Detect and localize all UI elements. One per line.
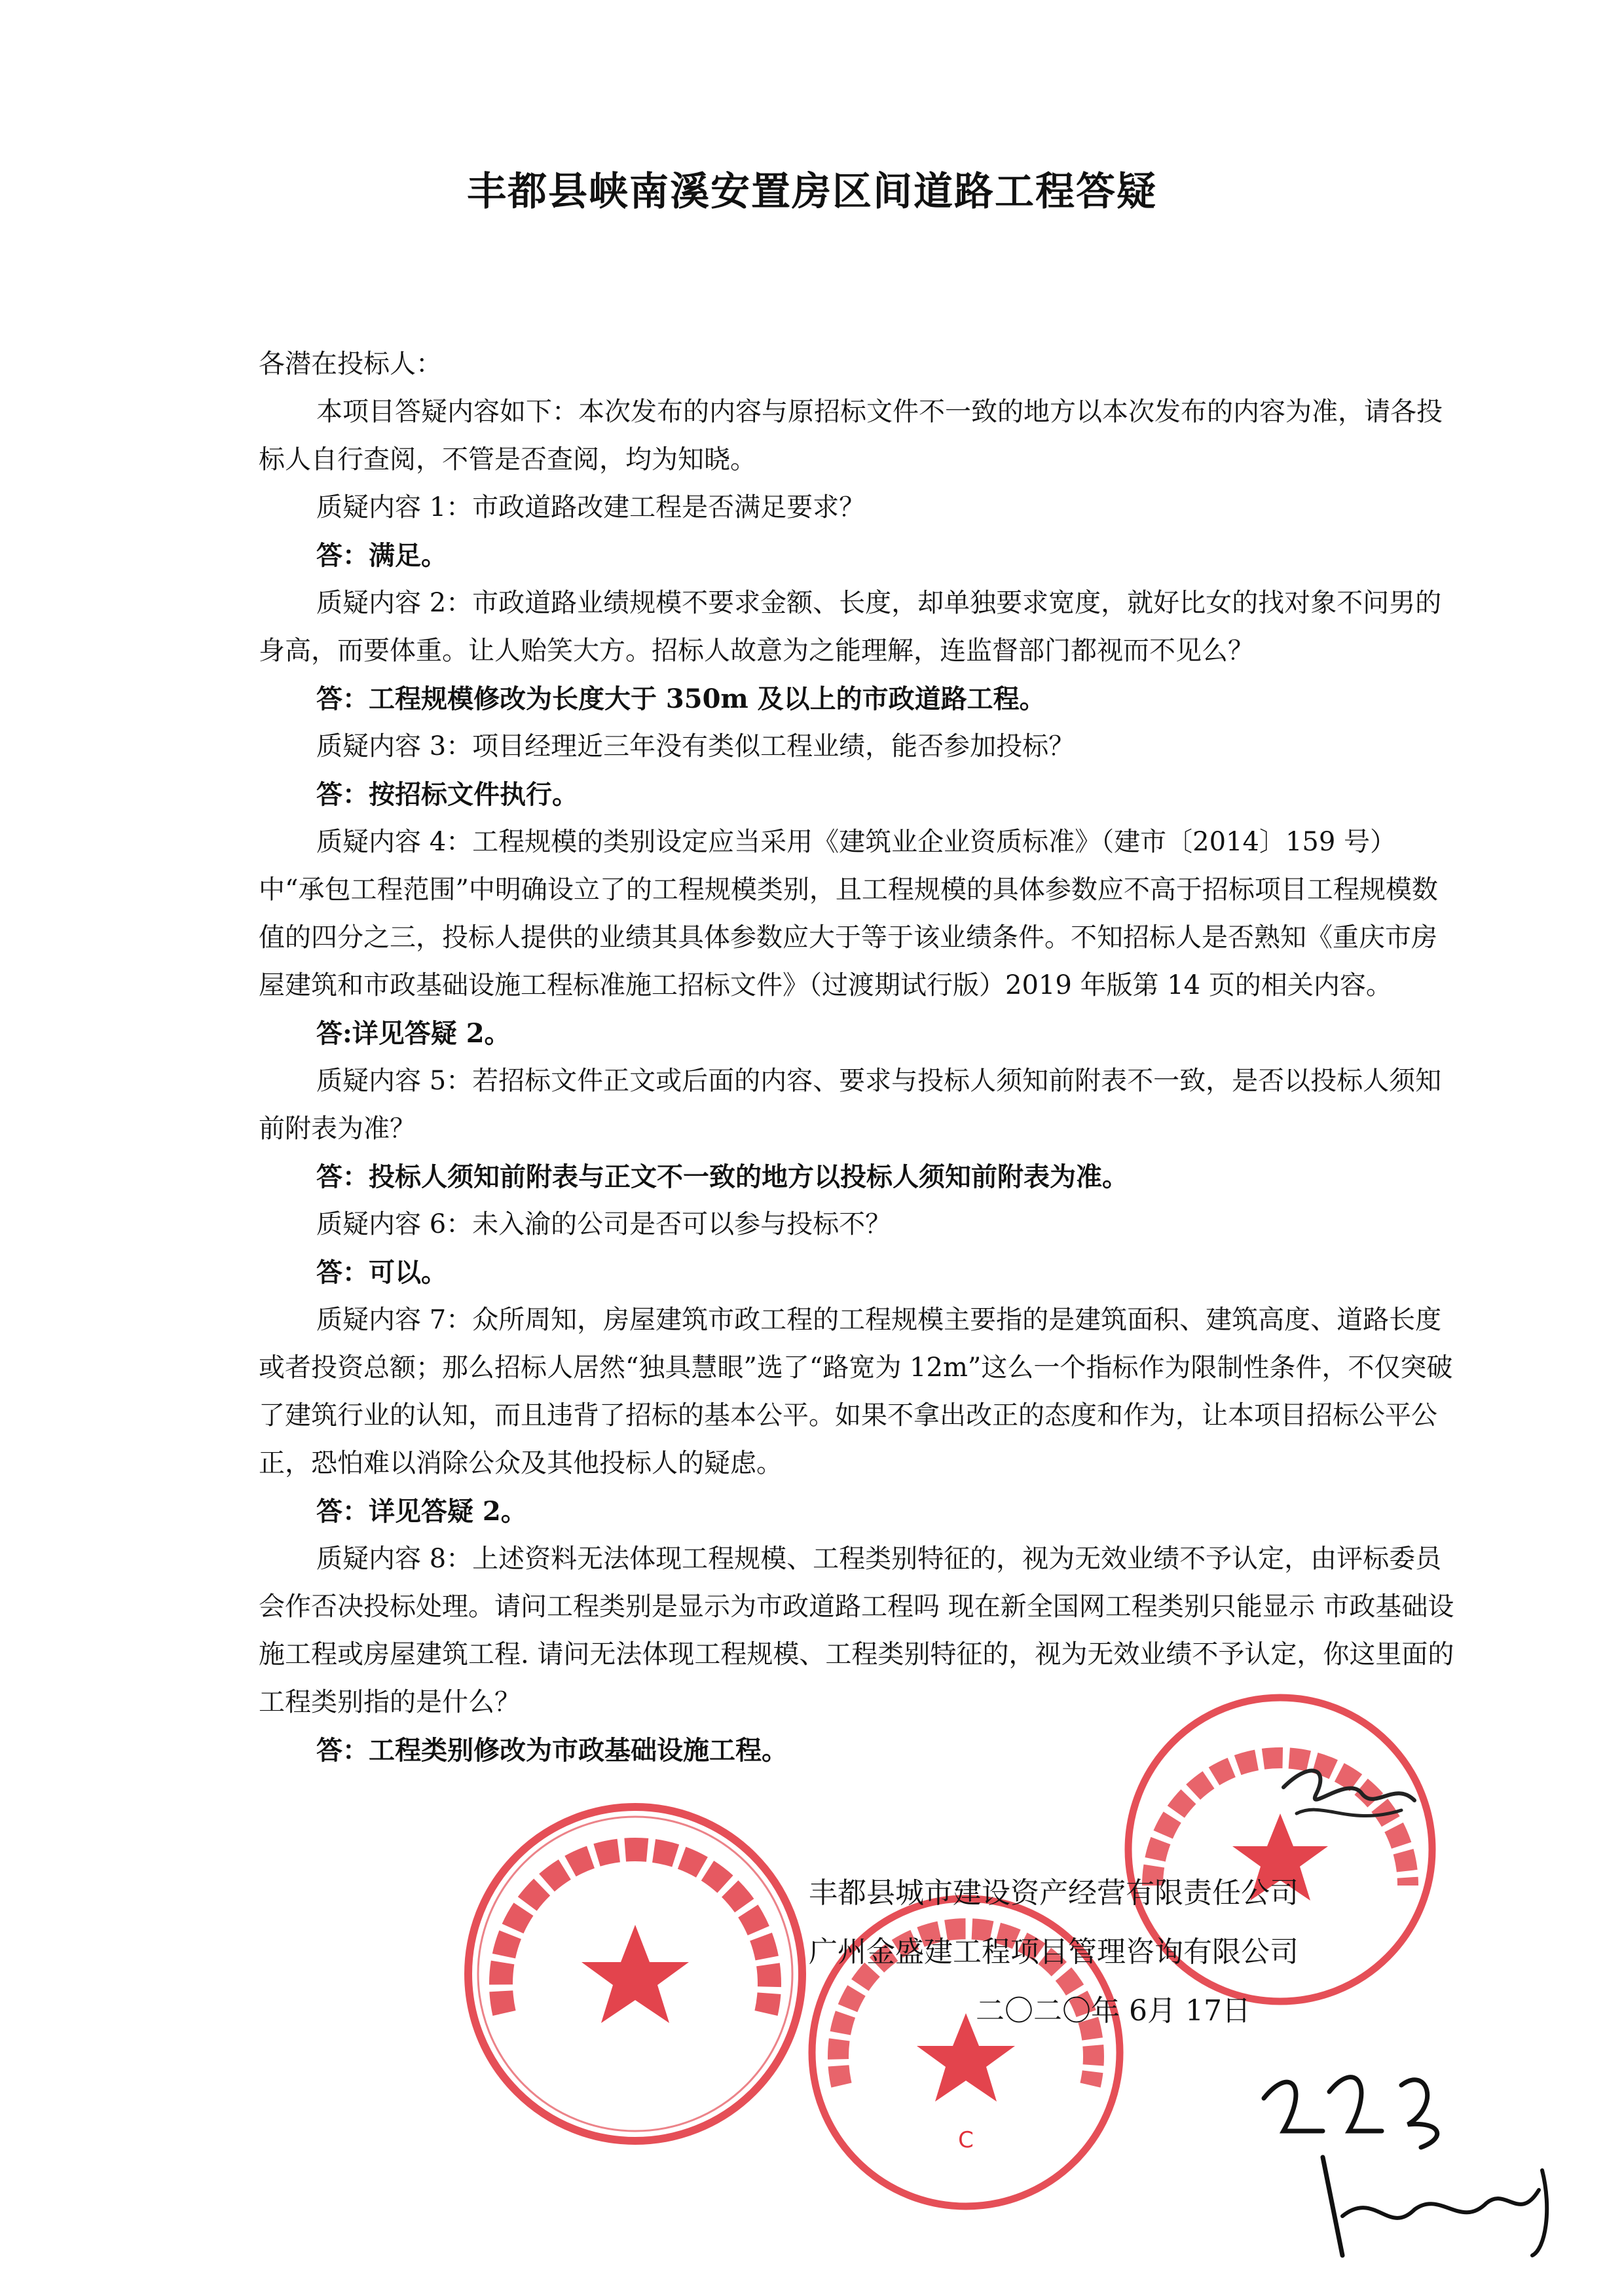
answer-6: 答：可以。 [316,1257,447,1288]
answer-7: 答：详见答疑 2。 [316,1496,527,1527]
handwritten-annotation [1244,2059,1559,2269]
answer-3: 答：按招标文件执行。 [316,779,578,810]
answer-4: 答:详见答疑 2。 [316,1018,511,1049]
signature-date: 二〇二〇年 6月 17日 [976,1994,1251,2028]
question-1: 质疑内容 1：市政道路改建工程是否满足要求？ [316,492,866,522]
salutation: 各潜在投标人： [259,349,442,379]
page-title: 丰都县峡南溪安置房区间道路工程答疑 [467,169,1157,215]
signature-company-1: 丰都县城市建设资产经营有限责任公司 [809,1876,1299,1910]
question-8: 质疑内容 8：上述资料无法体现工程规模、工程类别特征的，视为无效业绩不予认定，由评标委员会作否决投标处理。请问工程类别是显示为市政道路工程吗 现在新全国网工程类别只能显示 市政基础设施工程或房屋建筑工程. 请问无法体现工程规模、工程类别特征的，视为无效业绩不予认定，你这里面的工程类别指的是什么？ [259,1544,1454,1717]
signature-company-2: 广州金盛建工程项目管理咨询有限公司 [809,1935,1299,1969]
svg-text:C: C [958,2127,974,2153]
question-7: 质疑内容 7：众所周知，房屋建筑市政工程的工程规模主要指的是建筑面积、建筑高度、道路长度或者投资总额；那么招标人居然“独具慧眼”选了“路宽为 12m”这么一个指标作为限制性条件，不仅突破了建筑行业的认知，而且违背了招标的基本公平。如果不拿出改正的态度和作为，让本项目招标公平公正，恐怕难以消除公众及其他投标人的疑虑。 [259,1305,1453,1478]
answer-2: 答：工程规模修改为长度大于 350m 及以上的市政道路工程。 [316,683,1046,714]
question-4: 质疑内容 4：工程规模的类别设定应当采用《建筑业企业资质标准》（建市〔2014〕159 号）中“承包工程范围”中明确设立了的工程规模类别，且工程规模的具体参数应不高于招标项目工程规模数值的四分之三，投标人提供的业绩其具体参数应大于等于该业绩条件。不知招标人是否熟知《重庆市房屋建筑和市政基础设施工程标准施工招标文件》（过渡期试行版）2019 年版第 14 页的相关内容。 [259,827,1438,1000]
question-2: 质疑内容 2：市政道路业绩规模不要求金额、长度，却单独要求宽度，就好比女的找对象不问男的身高，而要体重。让人贻笑大方。招标人故意为之能理解，连监督部门都视而不见么？ [259,588,1442,666]
handwritten-signature [1270,1748,1428,1846]
question-6: 质疑内容 6：未入渝的公司是否可以参与投标不？ [316,1209,892,1239]
answer-1: 答：满足。 [316,540,447,571]
answer-5: 答：投标人须知前附表与正文不一致的地方以投标人须知前附表为准。 [316,1161,1128,1192]
question-3: 质疑内容 3：项目经理近三年没有类似工程业绩，能否参加投标？ [316,731,1075,761]
document-body [259,340,1460,1774]
intro-paragraph: 本项目答疑内容如下：本次发布的内容与原招标文件不一致的地方以本次发布的内容为准，请各投标人自行查阅，不管是否查阅，均为知晓。 [259,397,1443,475]
seal-stamp-development-reform [458,1797,812,2151]
answer-8: 答：工程类别修改为市政基础设施工程。 [316,1735,788,1766]
question-5: 质疑内容 5：若招标文件正文或后面的内容、要求与投标人须知前附表不一致，是否以投标人须知前附表为准？ [259,1066,1442,1144]
